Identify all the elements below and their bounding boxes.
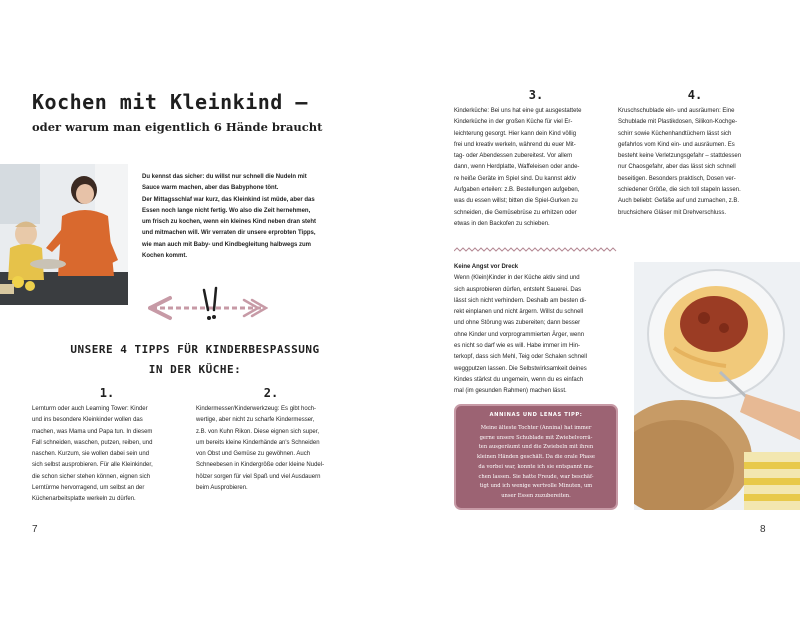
tip4-line: beseitigen. Besonders praktisch, Dosen ver- xyxy=(618,175,736,182)
tip4-line: Kruschschublade ein- und ausräumen: Eine xyxy=(618,108,735,114)
tip3-line: re heiße Geräte im Spiel sind. Du kannst aktiv xyxy=(454,175,577,182)
photo-child-eating-pasta xyxy=(634,262,800,510)
intro-line: Du kennst das sicher: du willst nur schnell die Nudeln mit xyxy=(142,174,307,180)
tip4-line: nur Chaosgefahr, aber das lässt sich schnell xyxy=(618,164,736,171)
intro-line: und mitmachen will. Wir verraten dir unsere erprobten Tipps, xyxy=(142,230,316,237)
section-line: weggputzen lassen. Die Selbstwirksamkeit deines xyxy=(454,365,587,372)
section-line: es nicht so darf wie es will. Habe immer im Hin- xyxy=(454,343,581,350)
tip4-line: bruchsichere Gläser mit Drehverschluss. xyxy=(618,209,727,216)
tip4-text xyxy=(618,106,772,219)
tip1-line: und ins besondere Kleinkinder wollen das xyxy=(32,417,143,424)
section-line: ohne Kinder und vorprogrammierten Ärger, wenn xyxy=(454,331,585,338)
tip4-line: gefahrlos vom Kind ein- und ausräumen. Es xyxy=(618,141,735,148)
page-title: Kochen mit Kleinkind – xyxy=(32,90,308,114)
tip3-line: tag- oder Abendessen zubereitest. Vor allem xyxy=(454,153,573,160)
tip-number: 1. xyxy=(99,386,115,400)
tip-number: 4. xyxy=(687,88,703,102)
tip3-line: dann, wenn Herdplatte, Waffeleisen oder ande- xyxy=(454,164,580,171)
tip3-line: schneiden, die Gemüsebrüse zu erhitzen oder xyxy=(454,209,577,216)
photo-mother-child-cooking xyxy=(0,164,128,305)
tip3-line: Kinderküche in der großen Küche für viel Er- xyxy=(454,119,573,126)
arrow-exclamation-illustration xyxy=(148,286,268,326)
tips-heading xyxy=(60,340,330,380)
tip-box-title: ANNINAS UND LENAS TIPP: xyxy=(489,412,583,418)
tips-heading-line: UNSERE 4 TIPPS FÜR KINDERBESPASSUNG xyxy=(70,343,320,356)
section-line: mal (im gesunden Rahmen) machen lässt. xyxy=(454,388,567,395)
tip-box-body xyxy=(464,424,608,502)
tip1-text xyxy=(32,404,182,506)
tip4-line: besteht keine Verletzungsgefahr – stattdessen xyxy=(618,153,742,160)
tip-box-line: chen lassen. Sie hatte Freude, war beschäf- xyxy=(478,473,594,480)
tip2-line: von Obst und Gemüse zu gewöhnen. Auch xyxy=(196,451,311,458)
tip4-line: Auch beliebt: Gefäße auf und zumachen, z.B. xyxy=(618,198,740,205)
tip2-line: Schneebesen in Kindergröße oder kleine Nudel- xyxy=(196,462,325,469)
tip1-line: Lerntürme hervorragend, um selbst an der xyxy=(32,485,145,492)
tip1-line: machen, was Mama und Papa tun. In diesem xyxy=(32,428,153,435)
tip-box-line: unser Essen zuzubereiten. xyxy=(501,492,571,499)
tip3-line: was du essen willst; bitten die Spiel-Gurken zu xyxy=(454,198,578,205)
tip-box-line: kleinen Händen geschält. Da die orale Phase xyxy=(476,454,596,461)
intro-line: wie man auch mit Baby- und Kindbegleitung halbwegs zum xyxy=(142,241,312,248)
tip1-line: naschen. Kurzum, sie wollen dabei sein und xyxy=(32,451,150,458)
section-line: und ohne Störung was zubereiten; dann besser xyxy=(454,320,581,327)
zigzag-divider xyxy=(454,240,618,246)
tips-heading-line: IN DER KÜCHE: xyxy=(148,363,242,376)
tip1-line: Fall schneiden, waschen, putzen, reiben, und xyxy=(32,439,153,446)
tip2-line: beim Ausprobieren. xyxy=(196,485,248,492)
tip-box-line: da vorbei war, konnte ich sie entspannt ma- xyxy=(478,463,594,470)
tip2-line: z.B. von Kuhn Rikon. Diese eignen sich super, xyxy=(196,428,320,435)
tip3-line: frei und kreativ werkeln, während du euer Mit- xyxy=(454,141,576,148)
tip4-line: schiedener Größe, die sich toll stapeln lassen. xyxy=(618,187,741,194)
tip1-line: Küchenarbeitsplatte werkeln zu dürfen. xyxy=(32,496,136,503)
section-dirt xyxy=(454,262,618,398)
intro-text xyxy=(142,172,360,262)
section-line: lässt sich nicht verhindern. Deshalb am besten di- xyxy=(454,297,587,304)
tip1-line: die schon sicher stehen können, eignen sich xyxy=(32,473,151,480)
section-line: sich ausprobieren dürfen, entsteht Sauerei. Das xyxy=(454,286,582,293)
intro-line: um frisch zu kochen, wenn ein kleines Kind neben dran steht xyxy=(142,219,317,226)
tip2-text xyxy=(196,404,346,494)
tip3-line: Kinderküche: Bei uns hat eine gut ausgestattete xyxy=(454,108,582,114)
section-line: rekt einplanen und nicht ärgern. Willst du schnell xyxy=(454,309,584,316)
tip2-line: Kindermesser/Kinderwerkzeug: Es gibt hoch- xyxy=(196,406,317,412)
tip-box xyxy=(454,404,618,510)
tip2-line: um bereits kleine Kinderhände an's Schneiden xyxy=(196,439,320,446)
tip1-line: sich selbst ausprobieren. Für alle Kleinkinder, xyxy=(32,462,153,469)
intro-line: Der Mittagsschlaf war kurz, das Kleinkind ist müde, aber das xyxy=(142,196,315,203)
intro-line: Sauce warm machen, aber das Babyphone tönt. xyxy=(142,185,279,192)
tip1-line: Lernturm oder auch Learning Tower: Kinder xyxy=(32,406,148,412)
tip2-line: wertige, aber nicht zu scharfe Kindermesser, xyxy=(196,417,315,424)
tip-box-line: ten ausgeräumt und die Zwiebeln mit ihren xyxy=(478,444,594,451)
tip4-line: Schublade mit Plastikdosen, Silikon-Kochge- xyxy=(618,119,738,126)
section-line: Kindes stärkst du ungemein, wenn du es einfach xyxy=(454,376,584,383)
tip-number: 3. xyxy=(528,88,544,102)
page-number-left: 7 xyxy=(32,524,38,535)
section-line: Wenn (Klein)Kinder in der Küche aktiv sind und xyxy=(454,275,580,282)
section-heading: Keine Angst vor Dreck xyxy=(454,264,519,270)
intro-line: Kochen kommt. xyxy=(142,253,188,260)
tip3-line: Aufgaben erteilen: z.B. Bestellungen aufgeben, xyxy=(454,187,580,194)
tip3-line: etwas in den Backofen zu schieben. xyxy=(454,220,550,227)
tip-box-line: Meine älteste Tochter (Annina) hat immer xyxy=(480,425,592,431)
page-number-right: 8 xyxy=(760,524,766,535)
tip4-line: schirr sowie Küchenhandtüchern lässt sich xyxy=(618,130,732,137)
tip2-line: hölzer sorgen für viel Spaß und viel Ausdauern xyxy=(196,473,321,480)
tip3-text xyxy=(454,106,618,230)
intro-line: Essen noch lange nicht fertig. Wo also die Zeit hernehmen, xyxy=(142,207,311,214)
tip-box-line: tigt und ich wenige wertvolle Minuten, um xyxy=(479,483,593,490)
page-subtitle: oder warum man eigentlich 6 Hände braucht xyxy=(32,120,323,134)
tip-number: 2. xyxy=(263,386,279,400)
tip3-line: leichterung gesorgt. Hier kann dein Kind völlig xyxy=(454,130,577,137)
section-line: terkopf, dass sich Mehl, Teig oder Schalen schnell xyxy=(454,354,587,361)
tip-box-line: gerne unsere Schublade mit Zwiebelvorrä- xyxy=(479,434,593,441)
